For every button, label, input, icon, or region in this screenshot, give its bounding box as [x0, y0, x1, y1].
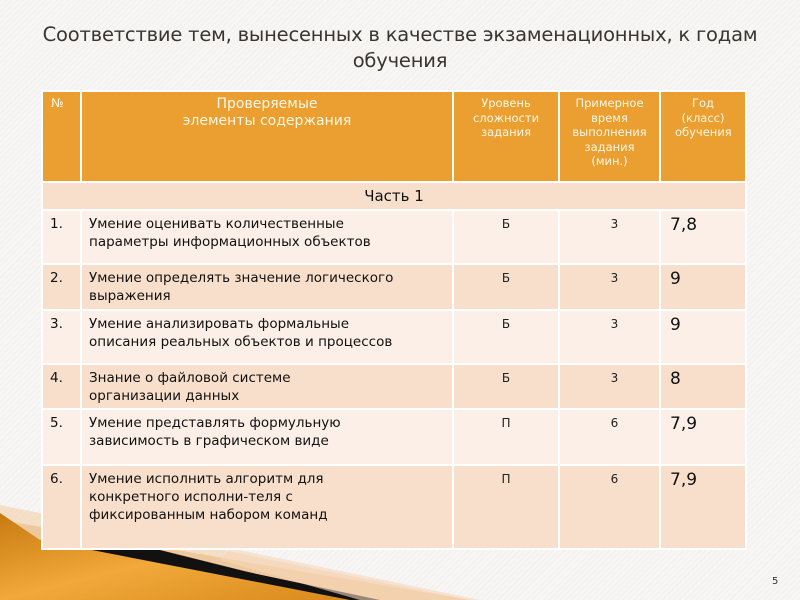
table-row: [42, 310, 746, 364]
row-time: 6: [559, 409, 660, 465]
row-num: 1.: [42, 210, 81, 264]
row-level: Б: [453, 310, 559, 364]
row-year: 9: [660, 264, 746, 310]
row-year: 9: [660, 310, 746, 364]
page-number: 5: [772, 576, 779, 587]
row-time: 6: [559, 465, 660, 549]
row-level: Б: [453, 210, 559, 264]
part-row: [42, 182, 746, 210]
row-level: Б: [453, 264, 559, 310]
row-num: 4.: [42, 364, 81, 409]
header-num: №: [42, 91, 81, 182]
table-row: [42, 465, 746, 549]
row-year: 7,9: [660, 465, 746, 549]
header-content: [81, 91, 453, 182]
header-time: Примерное время выполнения задания (мин.): [559, 91, 660, 182]
row-level: П: [453, 465, 559, 549]
row-time: 3: [559, 310, 660, 364]
row-content: Умение оценивать количественные параметры информационных объектов: [81, 210, 453, 264]
row-level: П: [453, 409, 559, 465]
row-year: 8: [660, 364, 746, 409]
row-time: 3: [559, 264, 660, 310]
row-num: 6.: [42, 465, 81, 549]
exam-topics-table: [41, 90, 747, 550]
row-time: 3: [559, 210, 660, 264]
row-content: Умение представлять формульную зависимость в графическом виде: [81, 409, 453, 465]
table-row: [42, 264, 746, 310]
row-time: 3: [559, 364, 660, 409]
table-row: [42, 364, 746, 409]
row-content: Умение определять значение логического выражения: [81, 264, 453, 310]
row-level: Б: [453, 364, 559, 409]
header-year: Год (класс) обучения: [660, 91, 746, 182]
row-content: Умение исполнить алгоритм для конкретного исполни-теля с фиксированным набором команд: [81, 465, 453, 549]
row-content: Знание о файловой системе организации данных: [81, 364, 453, 409]
row-num: 3.: [42, 310, 81, 364]
row-content: Умение анализировать формальные описания реальных объектов и процессов: [81, 310, 453, 364]
row-year: 7,8: [660, 210, 746, 264]
header-content-line1: Проверяемые: [216, 96, 318, 112]
table-row: [42, 409, 746, 465]
table-row: [42, 210, 746, 264]
header-content-line2: элементы содержания: [182, 113, 352, 129]
table-header-row: [42, 91, 746, 182]
part-label: Часть 1: [42, 182, 746, 210]
row-year: 7,9: [660, 409, 746, 465]
row-num: 2.: [42, 264, 81, 310]
slide-title: Соответствие тем, вынесенных в качестве экзаменационных, к годам обучения: [42, 23, 758, 72]
header-level: Уровень сложности задания: [453, 91, 559, 182]
row-num: 5.: [42, 409, 81, 465]
